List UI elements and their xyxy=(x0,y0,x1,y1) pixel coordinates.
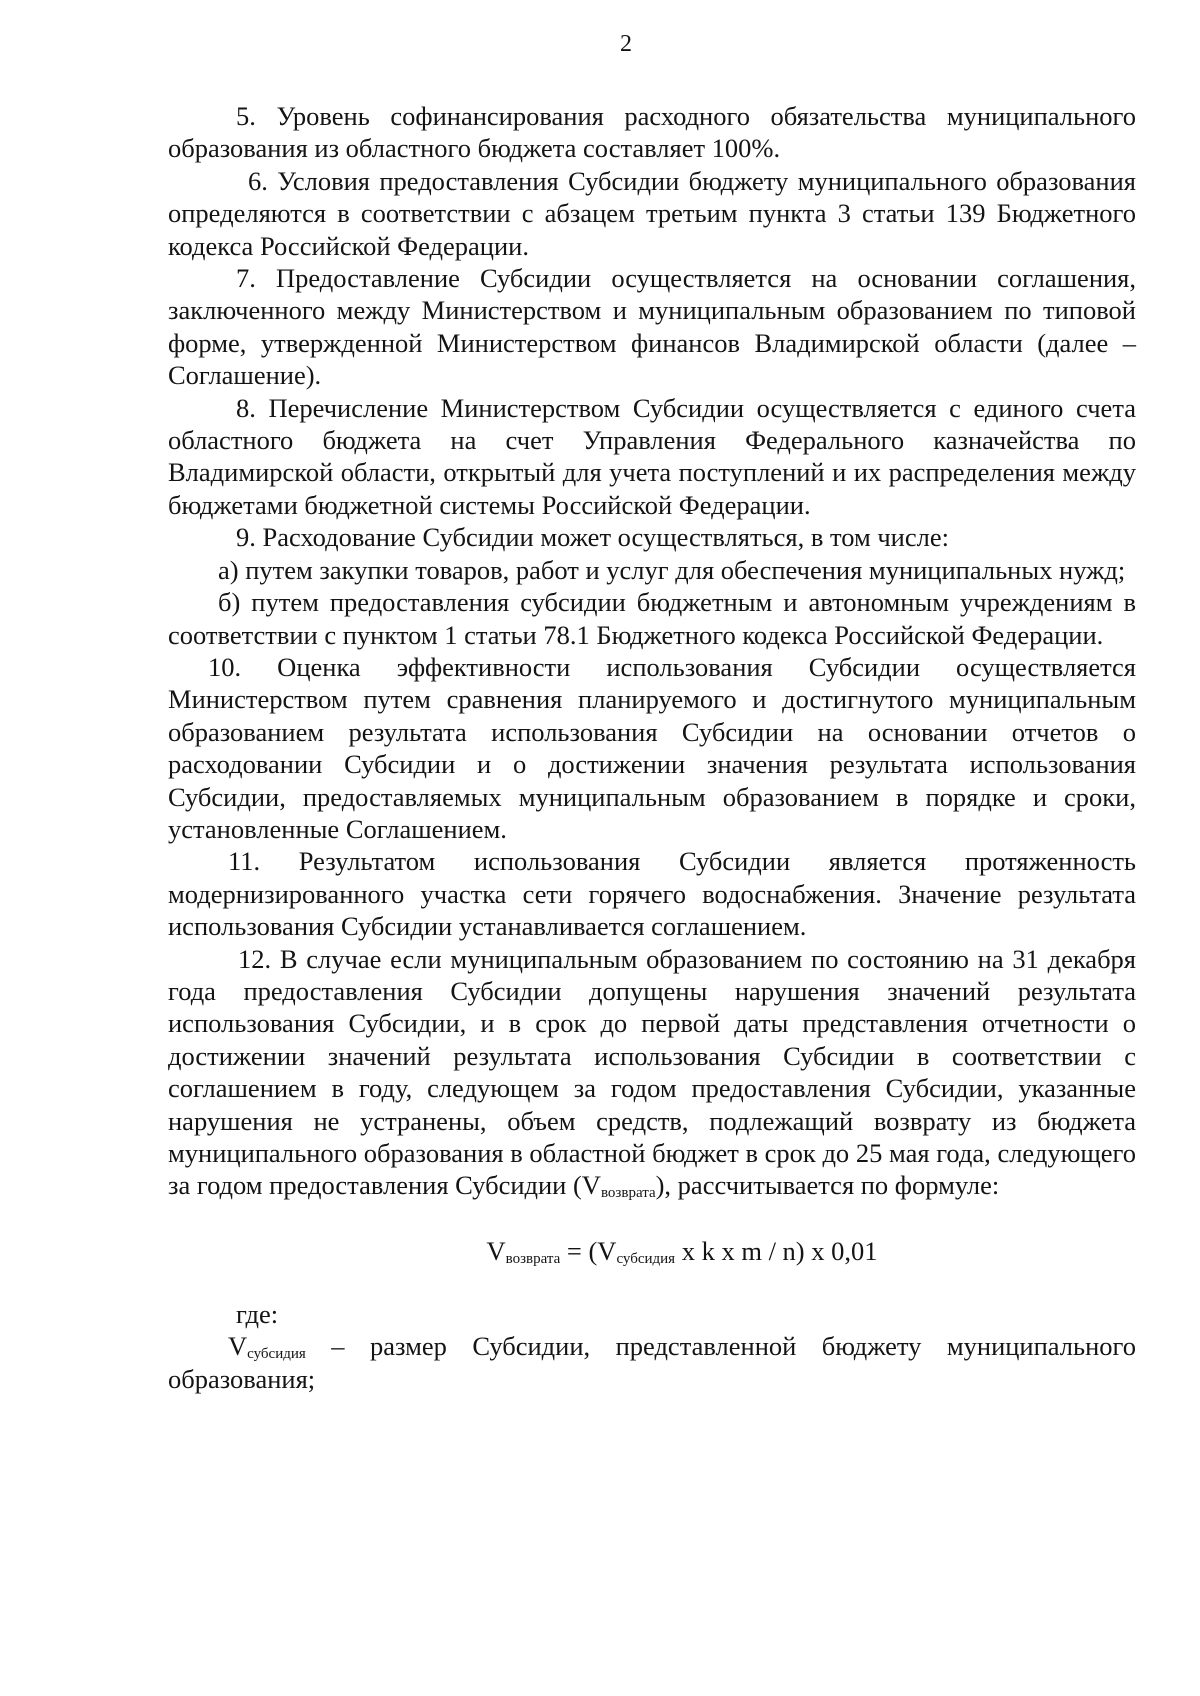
definition-v: V xyxy=(228,1331,248,1362)
paragraph-12 xyxy=(168,943,1136,1202)
page-number: 2 xyxy=(620,31,632,57)
paragraph-11: 11. Результатом использования Субсидии является протяженность модернизированного участка сети горячего водоснабжения. Значение результата использования Субсидии устанавливается соглашением. xyxy=(168,846,1136,942)
paragraph-12-end: ), рассчитывается по формуле: xyxy=(655,1170,1000,1201)
paragraph-12-text: 12. В случае если муниципальным образованием по состоянию на 31 декабря года предоставления Субсидии допущены нарушения значений результата использования Субсидии, и в срок до первой даты представления отчетности о достижении значений результата использования Субсидии в соответствии с соглашением в году, следующем за годом предоставления Субсидии, указанные нарушения не устранены, объем средств, подлежащий возврату из бюджета муниципального образования в областной бюджет в срок до 25 мая года, следующего за годом предоставления Субсидии (V xyxy=(168,943,1136,1201)
formula-rest: x k x m / n) x 0,01 xyxy=(675,1235,878,1266)
paragraph-10: 10. Оценка эффективности использования Субсидии осуществляется Министерством путем сравнения планируемого и достигнутого муниципальным образованием результата использования Субсидии на основании отчетов о расходовании Субсидии и о достижении значения результата использования Субсидии, предоставляемых муниципальным образованием в порядке и сроки, установленные Соглашением. xyxy=(168,651,1136,844)
paragraph-12-subscript: возврата xyxy=(600,1185,656,1202)
formula-subscript-subsidy: субсидия xyxy=(616,1250,676,1267)
paragraph-7: 7. Предоставление Субсидии осуществляется на основании соглашения, заключенного между Министерством и муниципальным образованием по типовой форме, утвержденной Министерством финансов Владимирской области (далее – Соглашение). xyxy=(168,263,1136,391)
paragraph-9-a: а) путем закупки товаров, работ и услуг для обеспечения муниципальных нужд; xyxy=(218,554,1126,585)
paragraph-9: 9. Расходование Субсидии может осуществляться, в том числе: xyxy=(236,522,949,553)
definition-text: – размер Субсидии, представленной бюджету муниципального образования; xyxy=(168,1331,1136,1394)
formula-equals: = (V xyxy=(560,1235,617,1266)
definition-v-subsidy xyxy=(168,1330,1136,1395)
return-formula xyxy=(168,1234,1136,1268)
paragraph-6: 6. Условия предоставления Субсидии бюджету муниципального образования определяются в соответствии с абзацем третьим пункта 3 статьи 139 Бюджетного кодекса Российской Федерации. xyxy=(168,165,1136,261)
where-label: где: xyxy=(236,1298,279,1329)
paragraph-8: 8. Перечисление Министерством Субсидии осуществляется с единого счета областного бюджета на счет Управления Федерального казначейства по Владимирской области, открытый для учета поступлений и их распределения между бюджетами бюджетной системы Российской Федерации. xyxy=(168,392,1136,520)
paragraph-9-b: б) путем предоставления субсидии бюджетным и автономным учреждениям в соответствии с пунктом 1 статьи 78.1 Бюджетного кодекса Российской Федерации. xyxy=(168,587,1136,650)
formula-subscript-return: возврата xyxy=(505,1250,561,1267)
document-body xyxy=(168,100,1136,1395)
formula-v-return: V xyxy=(486,1235,506,1266)
definition-subscript: субсидия xyxy=(247,1346,306,1363)
paragraph-5: 5. Уровень софинансирования расходного обязательства муниципального образования из областного бюджета составляет 100%. xyxy=(168,101,1136,164)
